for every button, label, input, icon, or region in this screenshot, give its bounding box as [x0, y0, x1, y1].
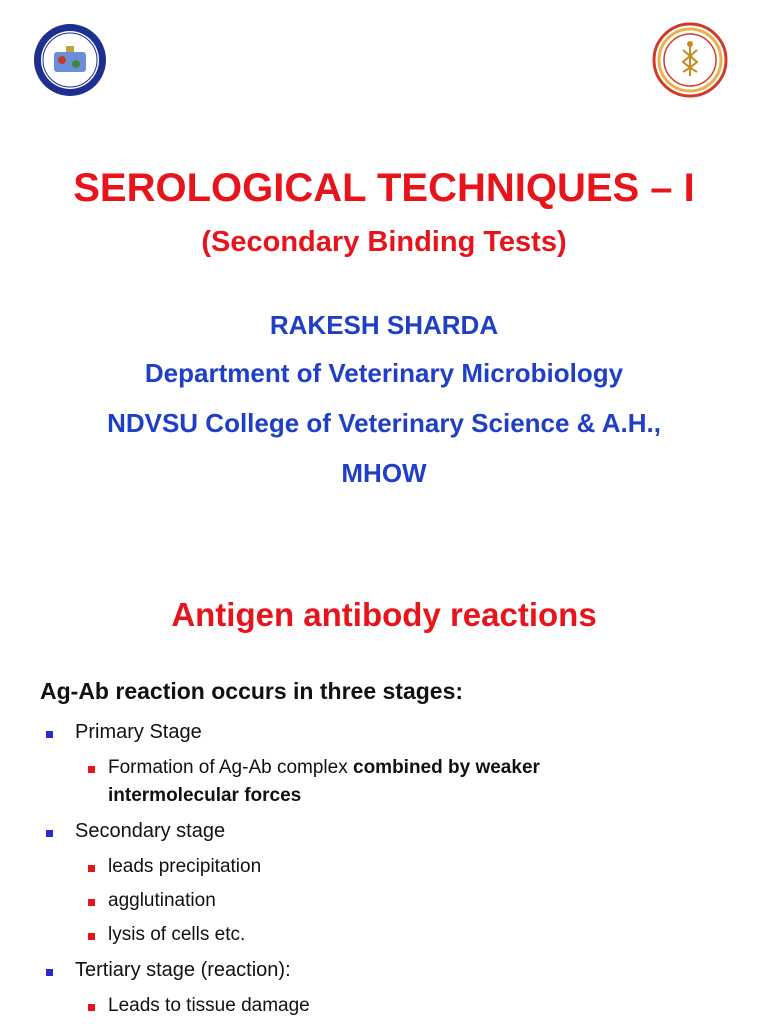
list-item: lysis of cells etc. — [108, 924, 246, 945]
primary-sub-continuation: intermolecular forces — [108, 785, 302, 806]
bullet-icon — [88, 766, 95, 773]
list-item: leads precipitation — [108, 856, 262, 877]
university-seal-icon — [32, 22, 108, 98]
department-name: Department of Veterinary Microbiology — [144, 358, 624, 388]
bullet-icon — [46, 731, 53, 738]
slide-subtitle: (Secondary Binding Tests) — [201, 226, 567, 258]
bullet-icon — [46, 969, 53, 976]
primary-sub-plain: Formation of Ag-Ab complex — [108, 757, 353, 778]
list-item: Leads to tissue damage — [108, 995, 310, 1016]
list-item: agglutination — [108, 890, 216, 911]
primary-stage: Primary Stage — [75, 721, 202, 743]
bullet-icon — [88, 865, 95, 872]
content-slide — [0, 560, 768, 1024]
college-name: NDVSU College of Veterinary Science & A.H., — [107, 408, 661, 438]
college-seal-icon — [652, 22, 728, 98]
primary-sub-item — [108, 757, 540, 779]
secondary-stage: Secondary stage — [75, 820, 226, 842]
slide-heading: Antigen antibody reactions — [171, 596, 597, 633]
author-name: RAKESH SHARDA — [269, 310, 499, 340]
primary-sub-bold: combined by weaker — [353, 757, 540, 778]
bullet-icon — [88, 899, 95, 906]
slide-title: SEROLOGICAL TECHNIQUES – I — [73, 166, 695, 210]
city-name: MHOW — [341, 458, 427, 488]
bullet-icon — [88, 1004, 95, 1011]
bullet-icon — [46, 830, 53, 837]
bullet-icon — [88, 933, 95, 940]
lead-text: Ag-Ab reaction occurs in three stages: — [40, 678, 464, 704]
tertiary-stage: Tertiary stage (reaction): — [75, 959, 291, 981]
